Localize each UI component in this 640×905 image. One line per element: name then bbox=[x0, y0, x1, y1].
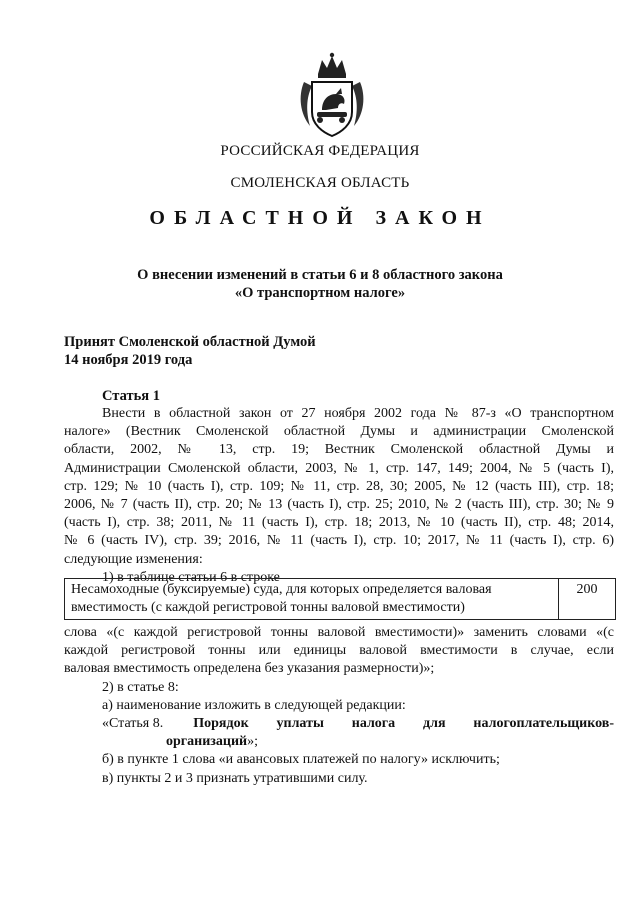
table-row bbox=[65, 579, 616, 620]
article-intro bbox=[64, 405, 614, 587]
item-1: 1) в таблице статьи 6 в строке bbox=[102, 569, 280, 585]
article-heading: Статья 1 bbox=[102, 388, 160, 404]
law-subject bbox=[0, 266, 640, 302]
law-subject-line-2: «О транспортном налоге» bbox=[234, 285, 406, 301]
law-subject-line-1: О внесении изменений в статьи 6 и 8 областного закона bbox=[137, 267, 503, 283]
intro-line: стр. 129; № 10 (часть I), стр. 109; № 11, стр. 28, 30; 2005, № 12 (часть III), стр. 18; bbox=[64, 478, 614, 494]
quote-end: »; bbox=[247, 734, 258, 750]
intro-line: области, 2002, № 13, стр. 19; Вестник Смоленской областной Думы и bbox=[64, 442, 614, 458]
quoted-article-name-line-2-wrap bbox=[64, 733, 614, 751]
intro-line: Администрации Смоленской области, 2003, № 1, стр. 147, 149; 2004, № 5 (часть I), bbox=[64, 460, 614, 476]
intro-line: налоге» (Вестник Смоленской областной Думы и администрации Смоленской bbox=[64, 424, 614, 440]
adoption-body: Принят Смоленской областной Думой bbox=[64, 334, 316, 350]
vessel-description-line-1: Несамоходные (буксируемые) суда, для которых определяется валовая bbox=[71, 582, 492, 597]
country-heading: РОССИЙСКАЯ ФЕДЕРАЦИЯ bbox=[220, 143, 420, 159]
adoption-info bbox=[64, 333, 316, 369]
intro-line: 2006, № 7 (часть II), стр. 20; № 13 (часть I), стр. 25; 2010, № 2 (часть III), стр. 30; № 9 bbox=[64, 497, 614, 513]
quoted-article-title bbox=[64, 715, 614, 733]
article-changes bbox=[64, 624, 614, 788]
replace-line-last: валовая вместимость определена без указания размерности)»; bbox=[64, 661, 435, 677]
item-2a: а) наименование изложить в следующей редакции: bbox=[102, 697, 406, 713]
tax-rate-table bbox=[64, 578, 616, 620]
replace-line: каждой регистровой тонны или единицы валовой вместимости в случае, если bbox=[64, 643, 614, 659]
quoted-article-number: «Статья 8. bbox=[102, 716, 164, 732]
intro-line: № 6 (часть IV), стр. 39; 2016, № 11 (часть I), стр. 10; 2017, № 11 (часть I), стр. 6) bbox=[64, 533, 614, 549]
replace-line: слова «(с каждой регистровой тонны валовой вместимости)» заменить словами «(с bbox=[64, 625, 614, 640]
vessel-description-line-2: вместимость (с каждой регистровой тонны валовой вместимости) bbox=[71, 600, 465, 615]
item-2: 2) в статье 8: bbox=[102, 679, 179, 695]
adoption-date: 14 ноября 2019 года bbox=[64, 352, 193, 368]
quoted-article-name-line-1: Порядок уплаты налога для налогоплательщиков- bbox=[193, 716, 614, 732]
quoted-article-name-line-2: организаций bbox=[166, 734, 248, 750]
document-title: ОБЛАСТНОЙ ЗАКОН bbox=[149, 207, 491, 229]
intro-line-last: следующие изменения: bbox=[64, 551, 203, 567]
item-2b: б) в пункте 1 слова «и авансовых платежей по налогу» исключить; bbox=[102, 752, 500, 768]
item-2c: в) пункты 2 и 3 признать утратившими силу. bbox=[102, 770, 368, 786]
tax-rate-cell: 200 bbox=[559, 579, 616, 620]
intro-line: Внести в областной закон от 27 ноября 2002 года № 87-з «О транспортном bbox=[102, 406, 614, 421]
coat-of-arms-icon bbox=[296, 52, 368, 138]
vessel-description-cell bbox=[65, 579, 559, 620]
region-heading: СМОЛЕНСКАЯ ОБЛАСТЬ bbox=[230, 175, 410, 191]
intro-line: (часть I), стр. 38; 2011, № 11 (часть I), стр. 18; 2013, № 10 (часть II), стр. 48; 2014, bbox=[64, 515, 614, 531]
